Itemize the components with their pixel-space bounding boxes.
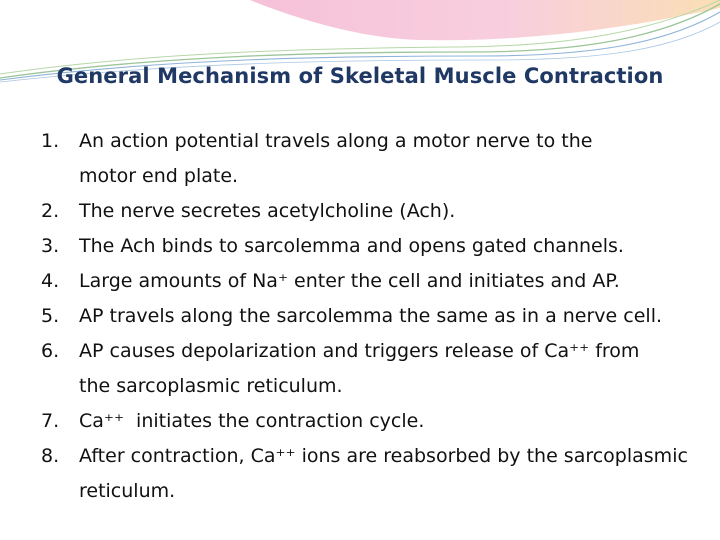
list-item: [41, 299, 701, 334]
list-item: [41, 264, 701, 299]
item-number: 2.: [41, 200, 60, 222]
item-number: 5.: [41, 305, 60, 327]
item-text: The nerve secretes acetylcholine (Ach).: [79, 200, 456, 222]
item-number: 4.: [41, 270, 60, 292]
list-item: [41, 404, 701, 439]
item-number: 1.: [41, 130, 60, 152]
item-text: AP causes depolarization and triggers release of Ca⁺⁺ from: [79, 340, 640, 362]
item-text-continued: motor end plate.: [79, 165, 239, 187]
list-item: [41, 194, 701, 229]
item-text: AP travels along the sarcolemma the same as in a nerve cell.: [79, 305, 663, 327]
item-number: 3.: [41, 235, 60, 257]
item-number: 8.: [41, 445, 60, 467]
item-text: The Ach binds to sarcolemma and opens gated channels.: [79, 235, 624, 257]
mechanism-steps-list: [41, 124, 701, 509]
list-item: [41, 124, 701, 194]
item-text: Large amounts of Na⁺ enter the cell and initiates and AP.: [79, 270, 620, 292]
item-number: 6.: [41, 340, 60, 362]
list-item: [41, 229, 701, 264]
slide-title: General Mechanism of Skeletal Muscle Contraction: [56, 64, 664, 88]
item-text: After contraction, Ca⁺⁺ ions are reabsorbed by the sarcoplasmic: [79, 445, 688, 467]
item-number: 7.: [41, 410, 60, 432]
item-text: Ca⁺⁺ initiates the contraction cycle.: [79, 410, 425, 432]
item-text-continued: the sarcoplasmic reticulum.: [79, 375, 343, 397]
item-text: An action potential travels along a motor nerve to the: [79, 130, 593, 152]
list-item: [41, 334, 701, 404]
list-item: [41, 439, 701, 509]
item-text-continued: reticulum.: [79, 480, 176, 502]
